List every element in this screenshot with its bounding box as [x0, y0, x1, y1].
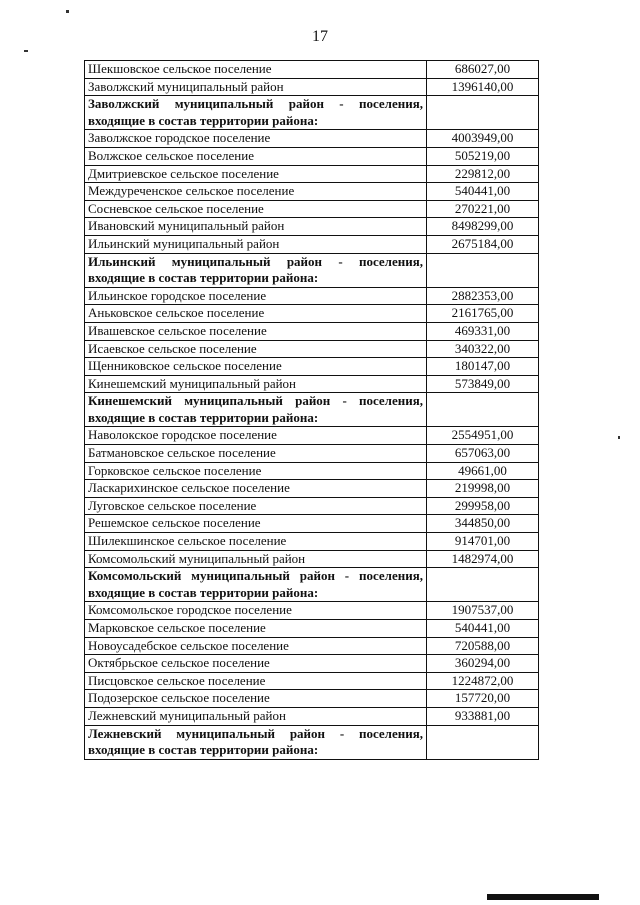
name-cell: Волжское сельское поселение — [85, 147, 427, 165]
amount-cell: 49661,00 — [427, 462, 539, 480]
amount-cell: 219998,00 — [427, 480, 539, 498]
table-row — [85, 620, 539, 638]
name-cell: Исаевское сельское поселение — [85, 340, 427, 358]
amount-cell: 573849,00 — [427, 375, 539, 393]
page-number: 17 — [312, 28, 328, 45]
table-row — [85, 147, 539, 165]
name-cell: Горковское сельское поселение — [85, 462, 427, 480]
section-title-cell: Лежневский муниципальный район - поселения, входящие в состав территории района: — [85, 725, 427, 759]
amount-cell: 2554951,00 — [427, 427, 539, 445]
amount-cell: 299958,00 — [427, 497, 539, 515]
amount-cell — [427, 96, 539, 130]
name-cell: Решемское сельское поселение — [85, 515, 427, 533]
bottom-bar — [487, 894, 599, 900]
table-row — [85, 340, 539, 358]
amount-cell: 2882353,00 — [427, 287, 539, 305]
name-cell: Комсомольское городское поселение — [85, 602, 427, 620]
amount-cell: 933881,00 — [427, 707, 539, 725]
table-row — [85, 707, 539, 725]
name-cell: Заволжское городское поселение — [85, 130, 427, 148]
amount-cell: 469331,00 — [427, 322, 539, 340]
amount-cell: 270221,00 — [427, 200, 539, 218]
table-row — [85, 480, 539, 498]
amount-cell: 229812,00 — [427, 165, 539, 183]
table-row — [85, 218, 539, 236]
name-cell: Луговское сельское поселение — [85, 497, 427, 515]
name-cell: Кинешемский муниципальный район — [85, 375, 427, 393]
table-row — [85, 305, 539, 323]
name-cell: Писцовское сельское поселение — [85, 672, 427, 690]
name-cell: Дмитриевское сельское поселение — [85, 165, 427, 183]
table-row — [85, 375, 539, 393]
name-cell: Ильинский муниципальный район — [85, 235, 427, 253]
name-cell: Ивановский муниципальный район — [85, 218, 427, 236]
name-cell: Заволжский муниципальный район — [85, 78, 427, 96]
name-cell: Щенниковское сельское поселение — [85, 358, 427, 376]
amount-cell: 1224872,00 — [427, 672, 539, 690]
section-title-cell: Ильинский муниципальный район - поселения, входящие в состав территории района: — [85, 253, 427, 287]
name-cell: Лежневский муниципальный район — [85, 707, 427, 725]
name-cell: Аньковское сельское поселение — [85, 305, 427, 323]
amount-cell: 157720,00 — [427, 690, 539, 708]
name-cell: Шилекшинское сельское поселение — [85, 533, 427, 551]
table-section-header — [85, 96, 539, 130]
table-row — [85, 515, 539, 533]
amount-cell: 344850,00 — [427, 515, 539, 533]
amount-cell: 540441,00 — [427, 183, 539, 201]
table-row — [85, 637, 539, 655]
amount-cell: 686027,00 — [427, 61, 539, 79]
table-row — [85, 497, 539, 515]
table-row — [85, 533, 539, 551]
name-cell: Сосневское сельское поселение — [85, 200, 427, 218]
name-cell: Наволокское городское поселение — [85, 427, 427, 445]
table-row — [85, 287, 539, 305]
name-cell: Батмановское сельское поселение — [85, 445, 427, 463]
table-section-header — [85, 393, 539, 427]
amount-cell: 360294,00 — [427, 655, 539, 673]
amount-cell: 340322,00 — [427, 340, 539, 358]
table-row — [85, 358, 539, 376]
table-section-header — [85, 725, 539, 759]
table-row — [85, 165, 539, 183]
table-row — [85, 445, 539, 463]
amount-cell: 657063,00 — [427, 445, 539, 463]
amount-cell: 540441,00 — [427, 620, 539, 638]
table-row — [85, 462, 539, 480]
name-cell: Октябрьское сельское поселение — [85, 655, 427, 673]
name-cell: Междуреченское сельское поселение — [85, 183, 427, 201]
section-title-cell: Заволжский муниципальный район - поселения, входящие в состав территории района: — [85, 96, 427, 130]
table-row — [85, 78, 539, 96]
name-cell: Ивашевское сельское поселение — [85, 322, 427, 340]
amount-cell: 4003949,00 — [427, 130, 539, 148]
table-section-header — [85, 253, 539, 287]
table-row — [85, 200, 539, 218]
amount-cell: 180147,00 — [427, 358, 539, 376]
budget-table — [84, 60, 539, 760]
name-cell: Ласкарихинское сельское поселение — [85, 480, 427, 498]
table-row — [85, 690, 539, 708]
table-row — [85, 655, 539, 673]
table-row — [85, 322, 539, 340]
table-row — [85, 235, 539, 253]
amount-cell: 2161765,00 — [427, 305, 539, 323]
amount-cell: 505219,00 — [427, 147, 539, 165]
amount-cell: 720588,00 — [427, 637, 539, 655]
table-row — [85, 130, 539, 148]
amount-cell: 1907537,00 — [427, 602, 539, 620]
amount-cell: 1396140,00 — [427, 78, 539, 96]
amount-cell — [427, 725, 539, 759]
name-cell: Шекшовское сельское поселение — [85, 61, 427, 79]
table-row — [85, 672, 539, 690]
section-title-cell: Кинешемский муниципальный район - поселения, входящие в состав территории района: — [85, 393, 427, 427]
name-cell: Новоусадебское сельское поселение — [85, 637, 427, 655]
table-row — [85, 550, 539, 568]
table-row — [85, 183, 539, 201]
amount-cell: 2675184,00 — [427, 235, 539, 253]
table-row — [85, 602, 539, 620]
amount-cell — [427, 253, 539, 287]
amount-cell — [427, 568, 539, 602]
budget-table-body — [85, 61, 539, 760]
name-cell: Комсомольский муниципальный район — [85, 550, 427, 568]
section-title-cell: Комсомольский муниципальный район - поселения, входящие в состав территории района: — [85, 568, 427, 602]
amount-cell: 1482974,00 — [427, 550, 539, 568]
table-row — [85, 61, 539, 79]
table-row — [85, 427, 539, 445]
amount-cell: 914701,00 — [427, 533, 539, 551]
name-cell: Подозерское сельское поселение — [85, 690, 427, 708]
name-cell: Марковское сельское поселение — [85, 620, 427, 638]
amount-cell — [427, 393, 539, 427]
amount-cell: 8498299,00 — [427, 218, 539, 236]
table-section-header — [85, 568, 539, 602]
name-cell: Ильинское городское поселение — [85, 287, 427, 305]
